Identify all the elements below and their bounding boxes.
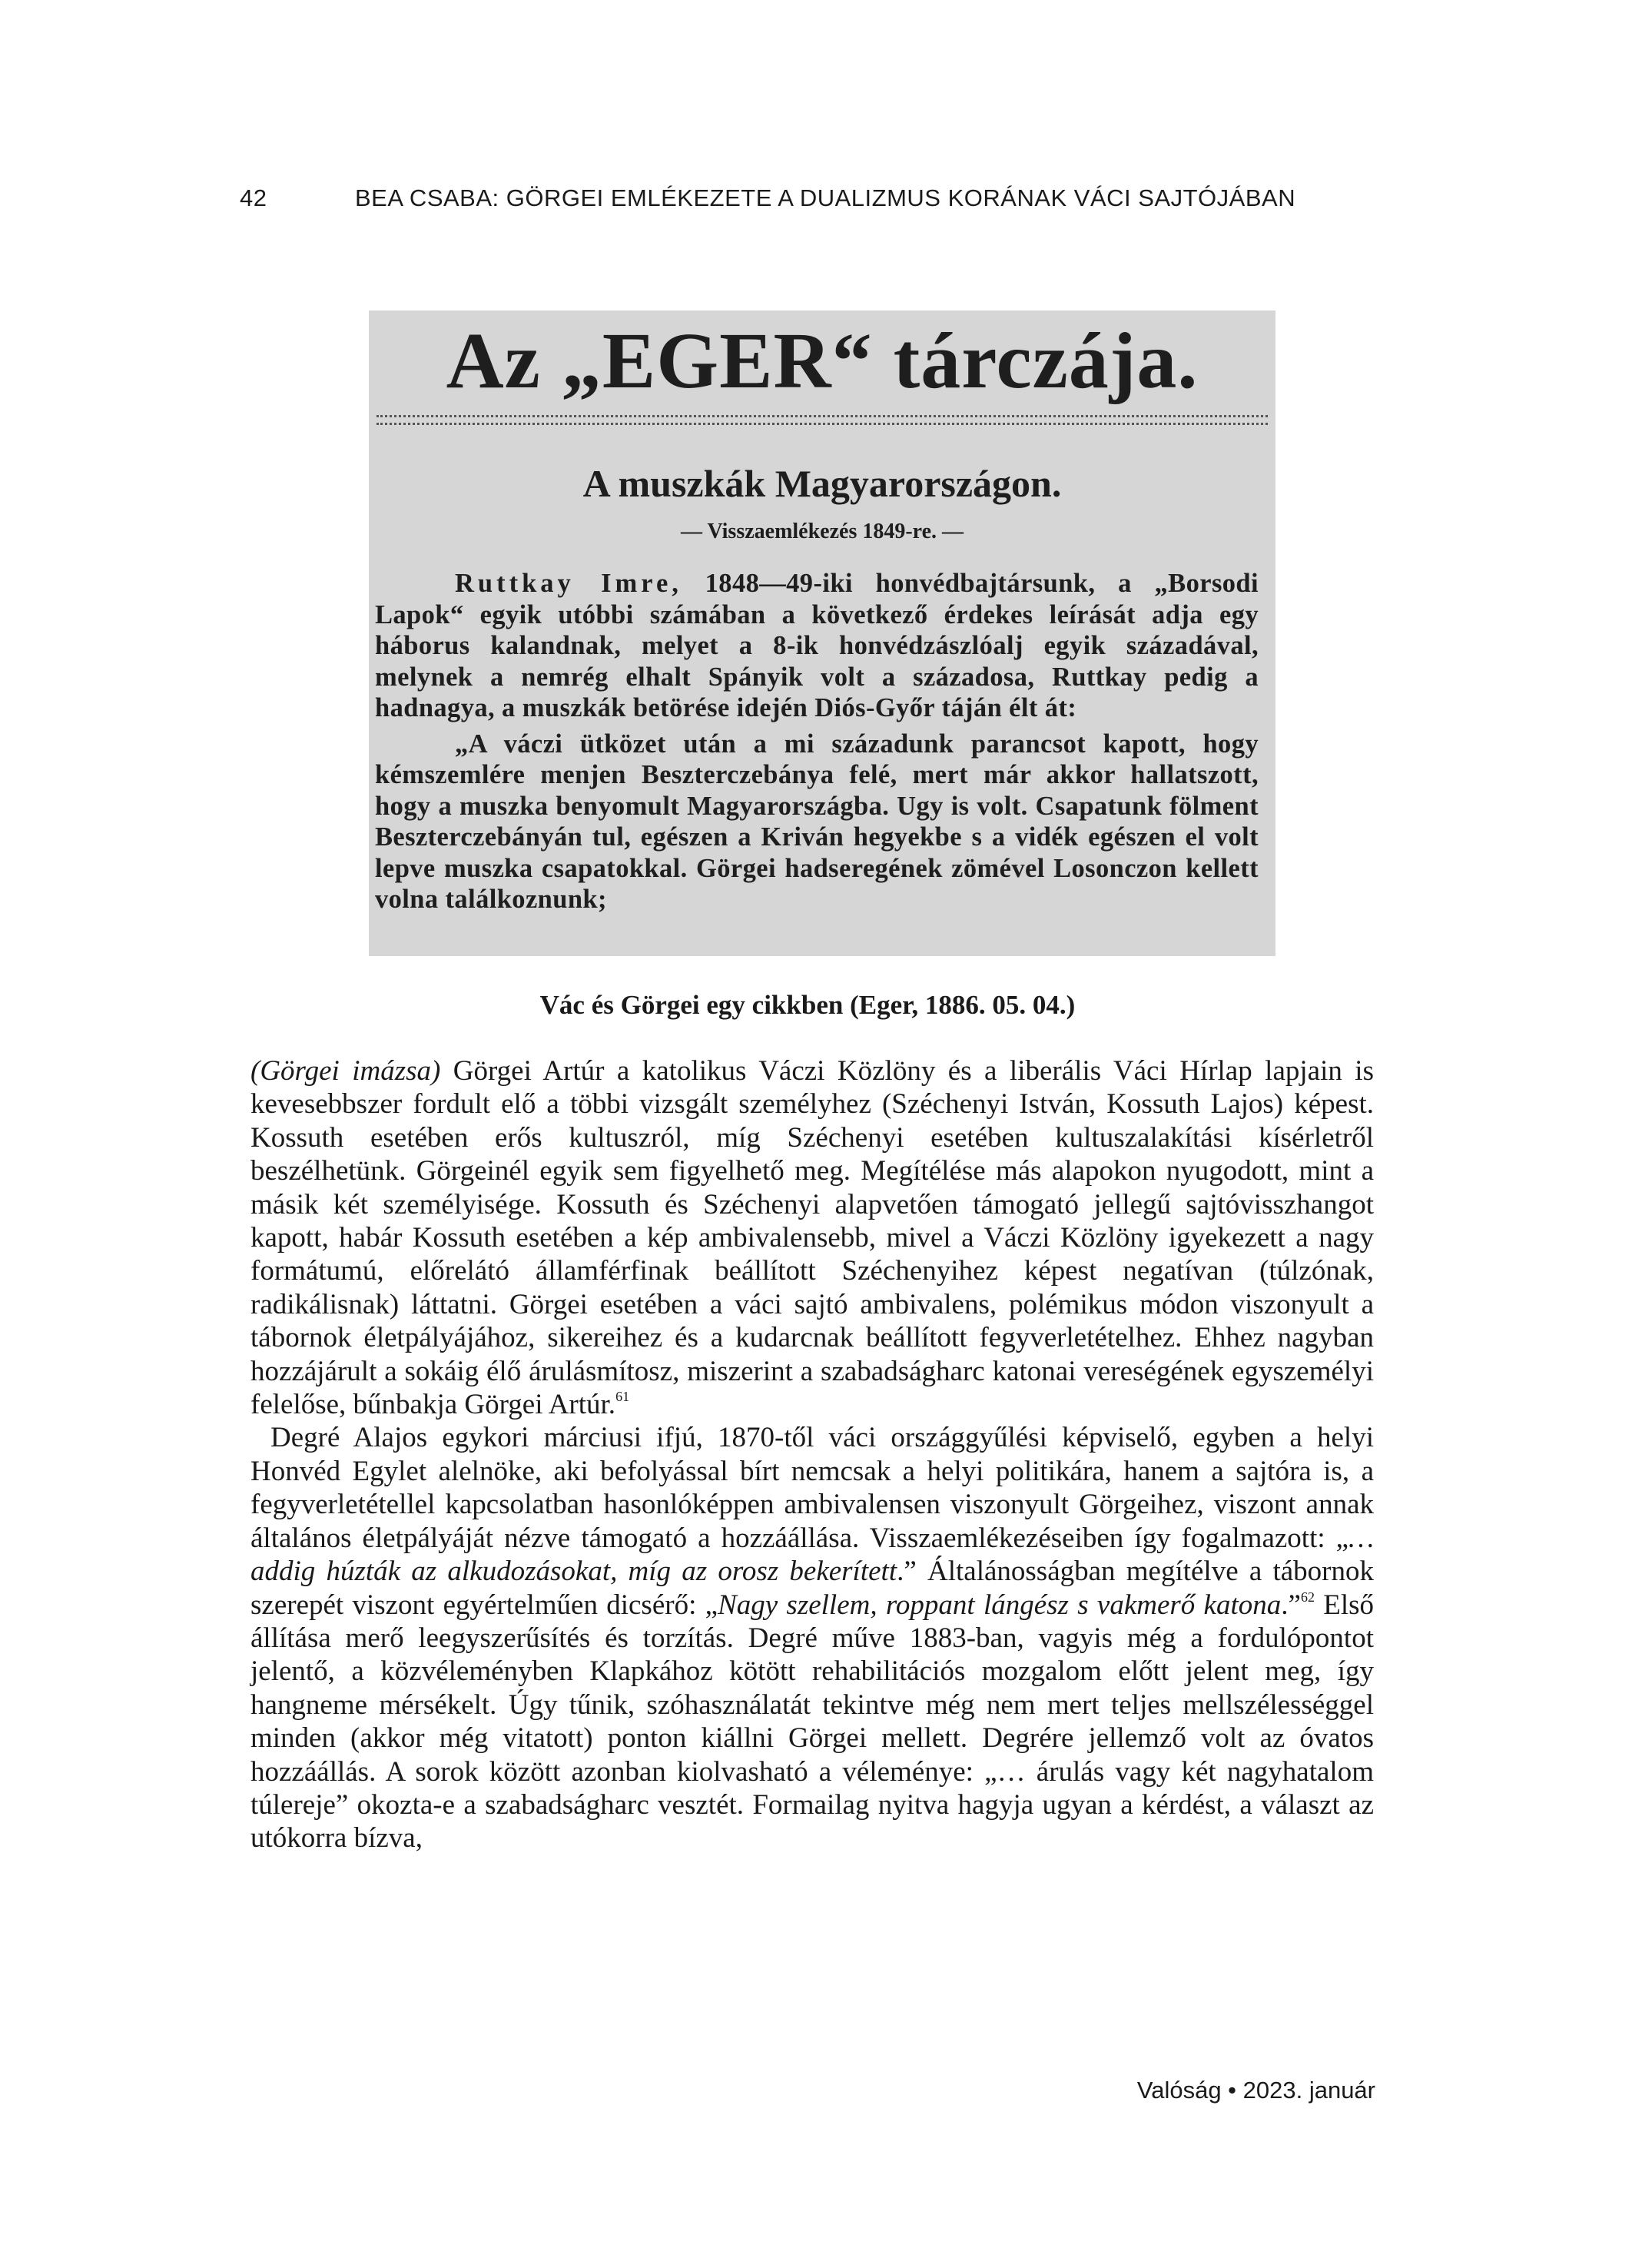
quote: …addig húzták az alkudozásokat, míg az orosz bekerített bbox=[250, 1522, 1374, 1588]
clipping-rule bbox=[376, 423, 1268, 425]
body-paragraph: Degré Alajos egykori márciusi ifjú, 1870-től váci országgyűlési képviselő, egyben a helyi Honvéd Egylet alelnöke, aki befolyással bírt nemcsak a helyi politikára, hanem a sajtóra is, a fegyverletétellel kapcsolatban hasonlóképpen ambivalensen viszonyult Görgeihez, viszont annak általános életpályáját nézve támogató a hozzáállása. Visszaemlékezéseiben így fogalmazott: „…addig húzták az alkudozásokat, míg az orosz bekerített.” Általánosságban megítélve a tábornok szerepét viszont egyértelműen dicsérő: „Nagy szellem, roppant lángész s vakmerő katona.”$^{62}$ Első állítása merő leegyszerűsítés és torzítás. Degré műve 1883-ban, vagyis még a fordulópontot jelentő, a közvéleményben Klapkához kötött rehabilitációs mozgalom előtt jelent meg, így hangneme mérsékelt. Úgy tűnik, szóhasználatát tekintve még nem mert teljes mellszélességgel minden (akkor még vitatott) ponton kiállni Görgei mellett. Degrére jellemző volt az óvatos hozzáállás. A sorok között azonban kiolvasható a véleménye: „… árulás vagy két nagyhatalom túlereje” okozta-e a szabadságharc vesztét. Formailag nyitva hagyja ugyan a kérdést, a választ az utókorra bízva, bbox=[250, 1422, 1375, 1855]
running-title: BEA CSABA: GÖRGEI EMLÉKEZETE A DUALIZMUS KORÁNAK VÁCI SAJTÓJÁBAN bbox=[355, 184, 1296, 211]
clipping-text: 1848—49-iki honvédbajtársunk, a „Borsodi Lapok“ egyik utóbbi számában a következő érdekes leírását adja egy háborus kalandnak, melyet a 8-ik honvédzászlóalj egyik századával, melynek a nemrég elhalt Spányik volt a századosa, Ruttkay pedig a hadnagya, a muszkák betörése idején Diós-Győr táján élt át: bbox=[375, 569, 1259, 722]
footnote-ref: 62 bbox=[1300, 1589, 1315, 1605]
footnote-ref: 61 bbox=[615, 1389, 630, 1405]
page-number: 42 bbox=[240, 184, 267, 211]
article-body bbox=[250, 1054, 1374, 1855]
section-label: (Görgei imázsa) bbox=[250, 1055, 441, 1087]
clipping-title: Az „EGER“ tárczája. bbox=[446, 317, 1199, 405]
running-header bbox=[240, 184, 1375, 231]
clipping-subsubtitle: — Visszaemlékezés 1849-re. — bbox=[680, 520, 964, 543]
clipping-subtitle: A muszkák Magyarországon. bbox=[582, 462, 1062, 505]
clipping-author: Ruttkay Imre, bbox=[455, 569, 682, 598]
clipping-body bbox=[375, 568, 1259, 915]
clipping-paragraph bbox=[375, 568, 1259, 724]
body-paragraph: (Görgei imázsa) Görgei Artúr a katolikus Váczi Közlöny és a liberális Váci Hírlap lapjain is kevesebbszer fordult elő a többi vizsgált személyhez (Széchenyi István, Kossuth Lajos) képest. Kossuth esetében erős kultuszról, míg Széchenyi esetében kultuszalakítási kísérletről beszélhetünk. Görgeinél egyik sem figyelhető meg. Megítélése más alapokon nyugodott, mint a másik két személyisége. Kossuth és Széchenyi alapvetően támogató jellegű sajtóvisszhangot kapott, habár Kossuth esetében a kép ambivalensebb, mivel a Váczi Közlöny igyekezett a nagy formátumú, előrelátó államférfinak beállított Széchenyihez képest negatívan (túlzónak, radikálisnak) láttatni. Görgei esetében a váci sajtó ambivalens, polémikus módon viszonyult a tábornok életpályájához, sikereihez és a kudarcnak beállított fegyverletételhez. Ehhez nagyban hozzájárult a sokáig élő árulásmítosz, miszerint a szabadságharc katonai vereségének egyszemélyi felelőse, bűnbakja Görgei Artúr.$^{61}$ bbox=[250, 1055, 1374, 1421]
quote: Nagy szellem, roppant lángész s vakmerő katona bbox=[718, 1589, 1282, 1621]
clipping-paragraph: „A váczi ütközet után a mi századunk parancsot kapott, hogy kémszemlére menjen Beszterczebánya felé, mert már akkor hallatszott, hogy a muszka benyomult Magyarországba. Ugy is volt. Csapatunk fölment Beszterczebányán tul, egészen a Kriván hegyekbe s a vidék egészen el volt lepve muszka csapatokkal. Görgei hadseregének zömével Losonczon kellett volna találkoznunk; bbox=[375, 729, 1259, 914]
figure-caption: Vác és Görgei egy cikkben (Eger, 1886. 05. 04.) bbox=[539, 990, 1076, 1020]
newspaper-clipping-image bbox=[369, 310, 1275, 956]
running-footer: Valóság • 2023. január bbox=[1136, 2077, 1375, 2104]
clipping-rule bbox=[376, 415, 1268, 417]
